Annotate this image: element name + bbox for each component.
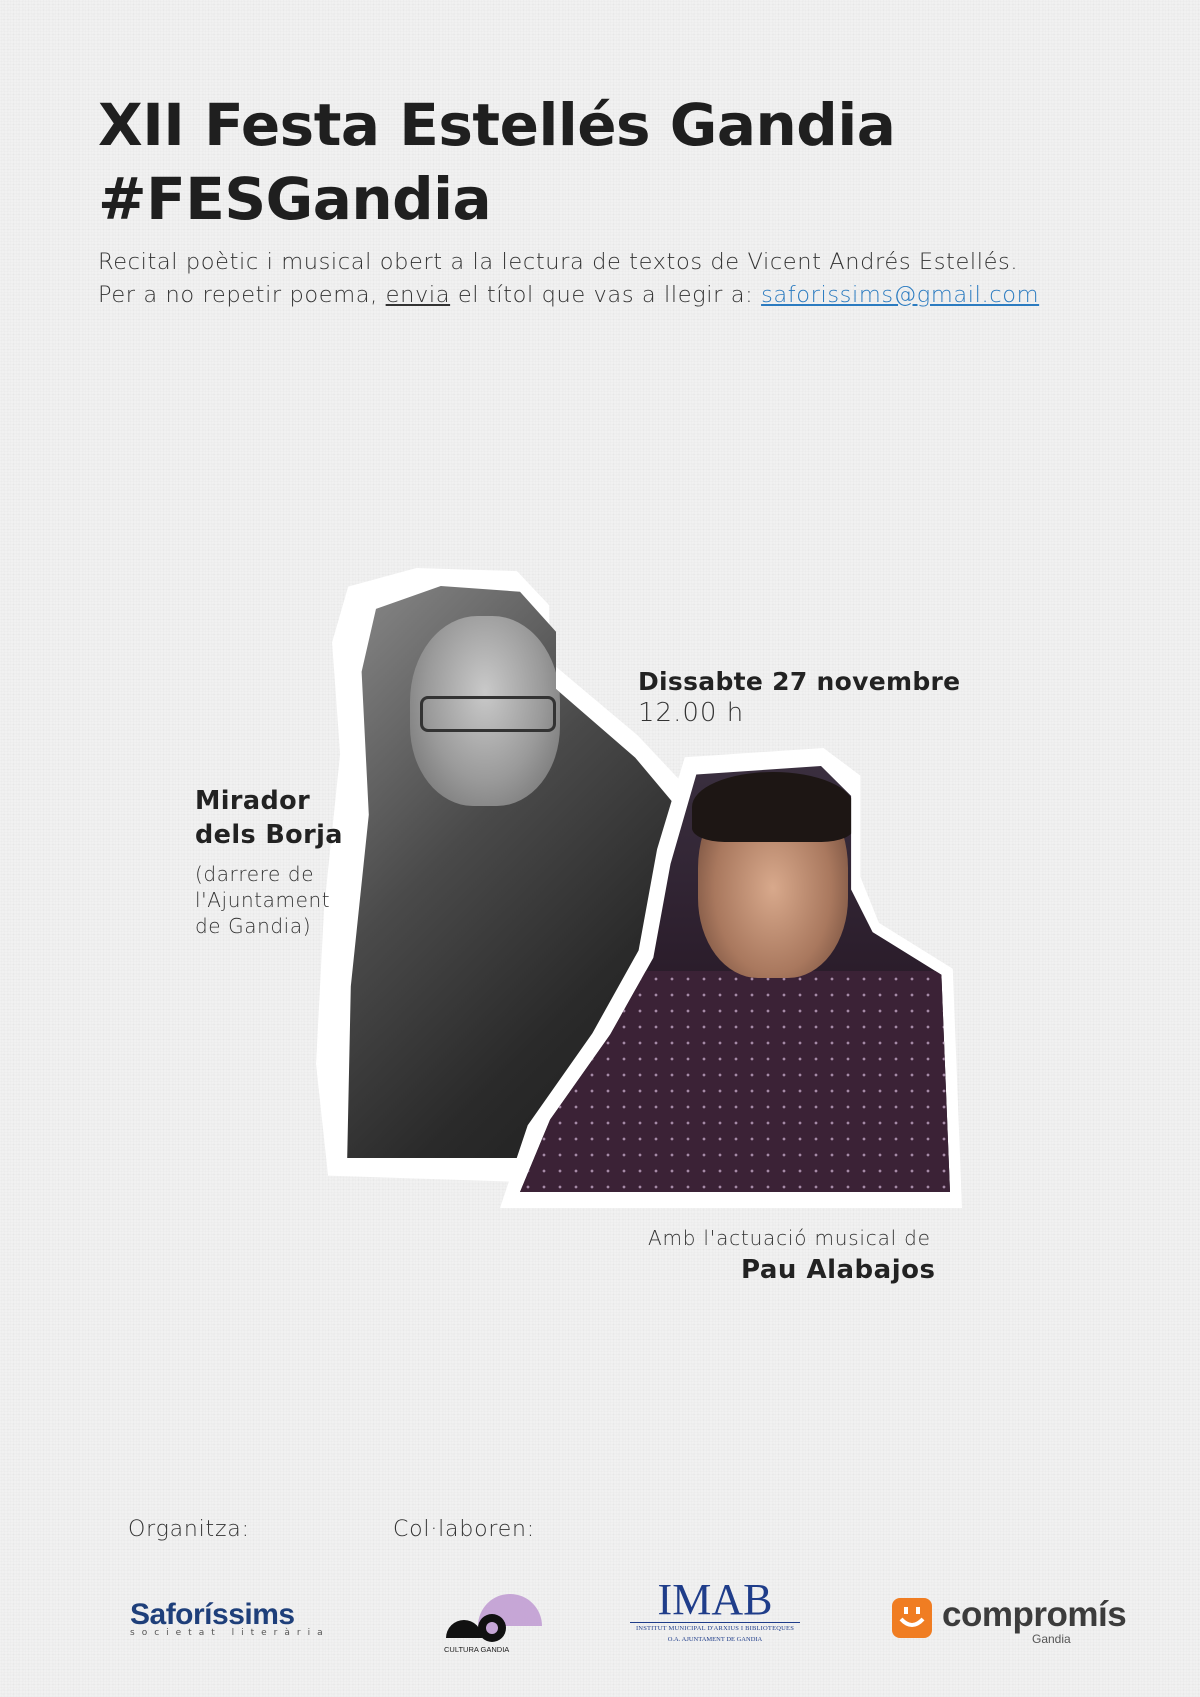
photo-estelles-glasses	[420, 696, 556, 732]
compromis-logo-city: Gandia	[1032, 1632, 1071, 1646]
venue-note-line-3: de Gandia)	[195, 914, 312, 938]
poster-title	[98, 88, 895, 236]
venue-note-line-2: l'Ajuntament	[195, 888, 331, 912]
photo-alabajos-hair	[692, 772, 854, 842]
intro-line-2-prefix: Per a no repetir poema,	[98, 282, 386, 308]
saforissims-logo-sub: societat literària	[130, 1628, 330, 1638]
compromis-smile-icon	[892, 1598, 932, 1638]
cultura-gandia-label: CULTURA GANDIA	[444, 1645, 510, 1654]
compromis-logo	[892, 1595, 1127, 1646]
music-intro: Amb l'actuació musical de	[648, 1226, 931, 1250]
event-date: Dissabte 27 novembre	[638, 667, 961, 696]
venue-name-line-2: dels Borja	[195, 820, 343, 850]
venue-note-line-1: (darrere de	[195, 862, 315, 886]
intro-text	[98, 246, 1039, 312]
event-time: 12.00 h	[638, 698, 745, 728]
title-line-1: XII Festa Estellés Gandia	[98, 91, 896, 159]
title-hashtag: #FESGandia	[98, 165, 492, 233]
venue-note	[195, 861, 330, 939]
venue-name-line-1: Mirador	[195, 786, 311, 816]
imab-logo-name: IMAB	[657, 1575, 773, 1624]
cultura-gandia-icon	[442, 1588, 546, 1646]
imab-logo	[630, 1575, 800, 1643]
intro-line-2	[98, 279, 1039, 312]
venue-name	[195, 784, 343, 852]
saforissims-logo-name: Saforíssims	[130, 1598, 295, 1631]
collaborators-label: Col·laboren:	[393, 1517, 535, 1542]
intro-line-1: Recital poètic i musical obert a la lectura de textos de Vicent Andrés Estellés.	[98, 249, 1019, 275]
imab-logo-line-1: INSTITUT MUNICIPAL D'ARXIUS I BIBLIOTEQUES	[630, 1622, 800, 1632]
email-link[interactable]: saforissims@gmail.com	[761, 282, 1040, 308]
music-artist: Pau Alabajos	[741, 1255, 936, 1285]
imab-logo-line-2: O.A. AJUNTAMENT DE GANDIA	[667, 1636, 763, 1643]
compromis-logo-name: compromís	[942, 1595, 1127, 1634]
cultura-gandia-logo	[442, 1588, 546, 1654]
organizer-label: Organitza:	[128, 1517, 250, 1542]
intro-line-2-middle: el títol que vas a llegir a:	[450, 282, 762, 308]
saforissims-logo	[130, 1600, 345, 1638]
intro-underlined-word: envia	[385, 282, 451, 308]
